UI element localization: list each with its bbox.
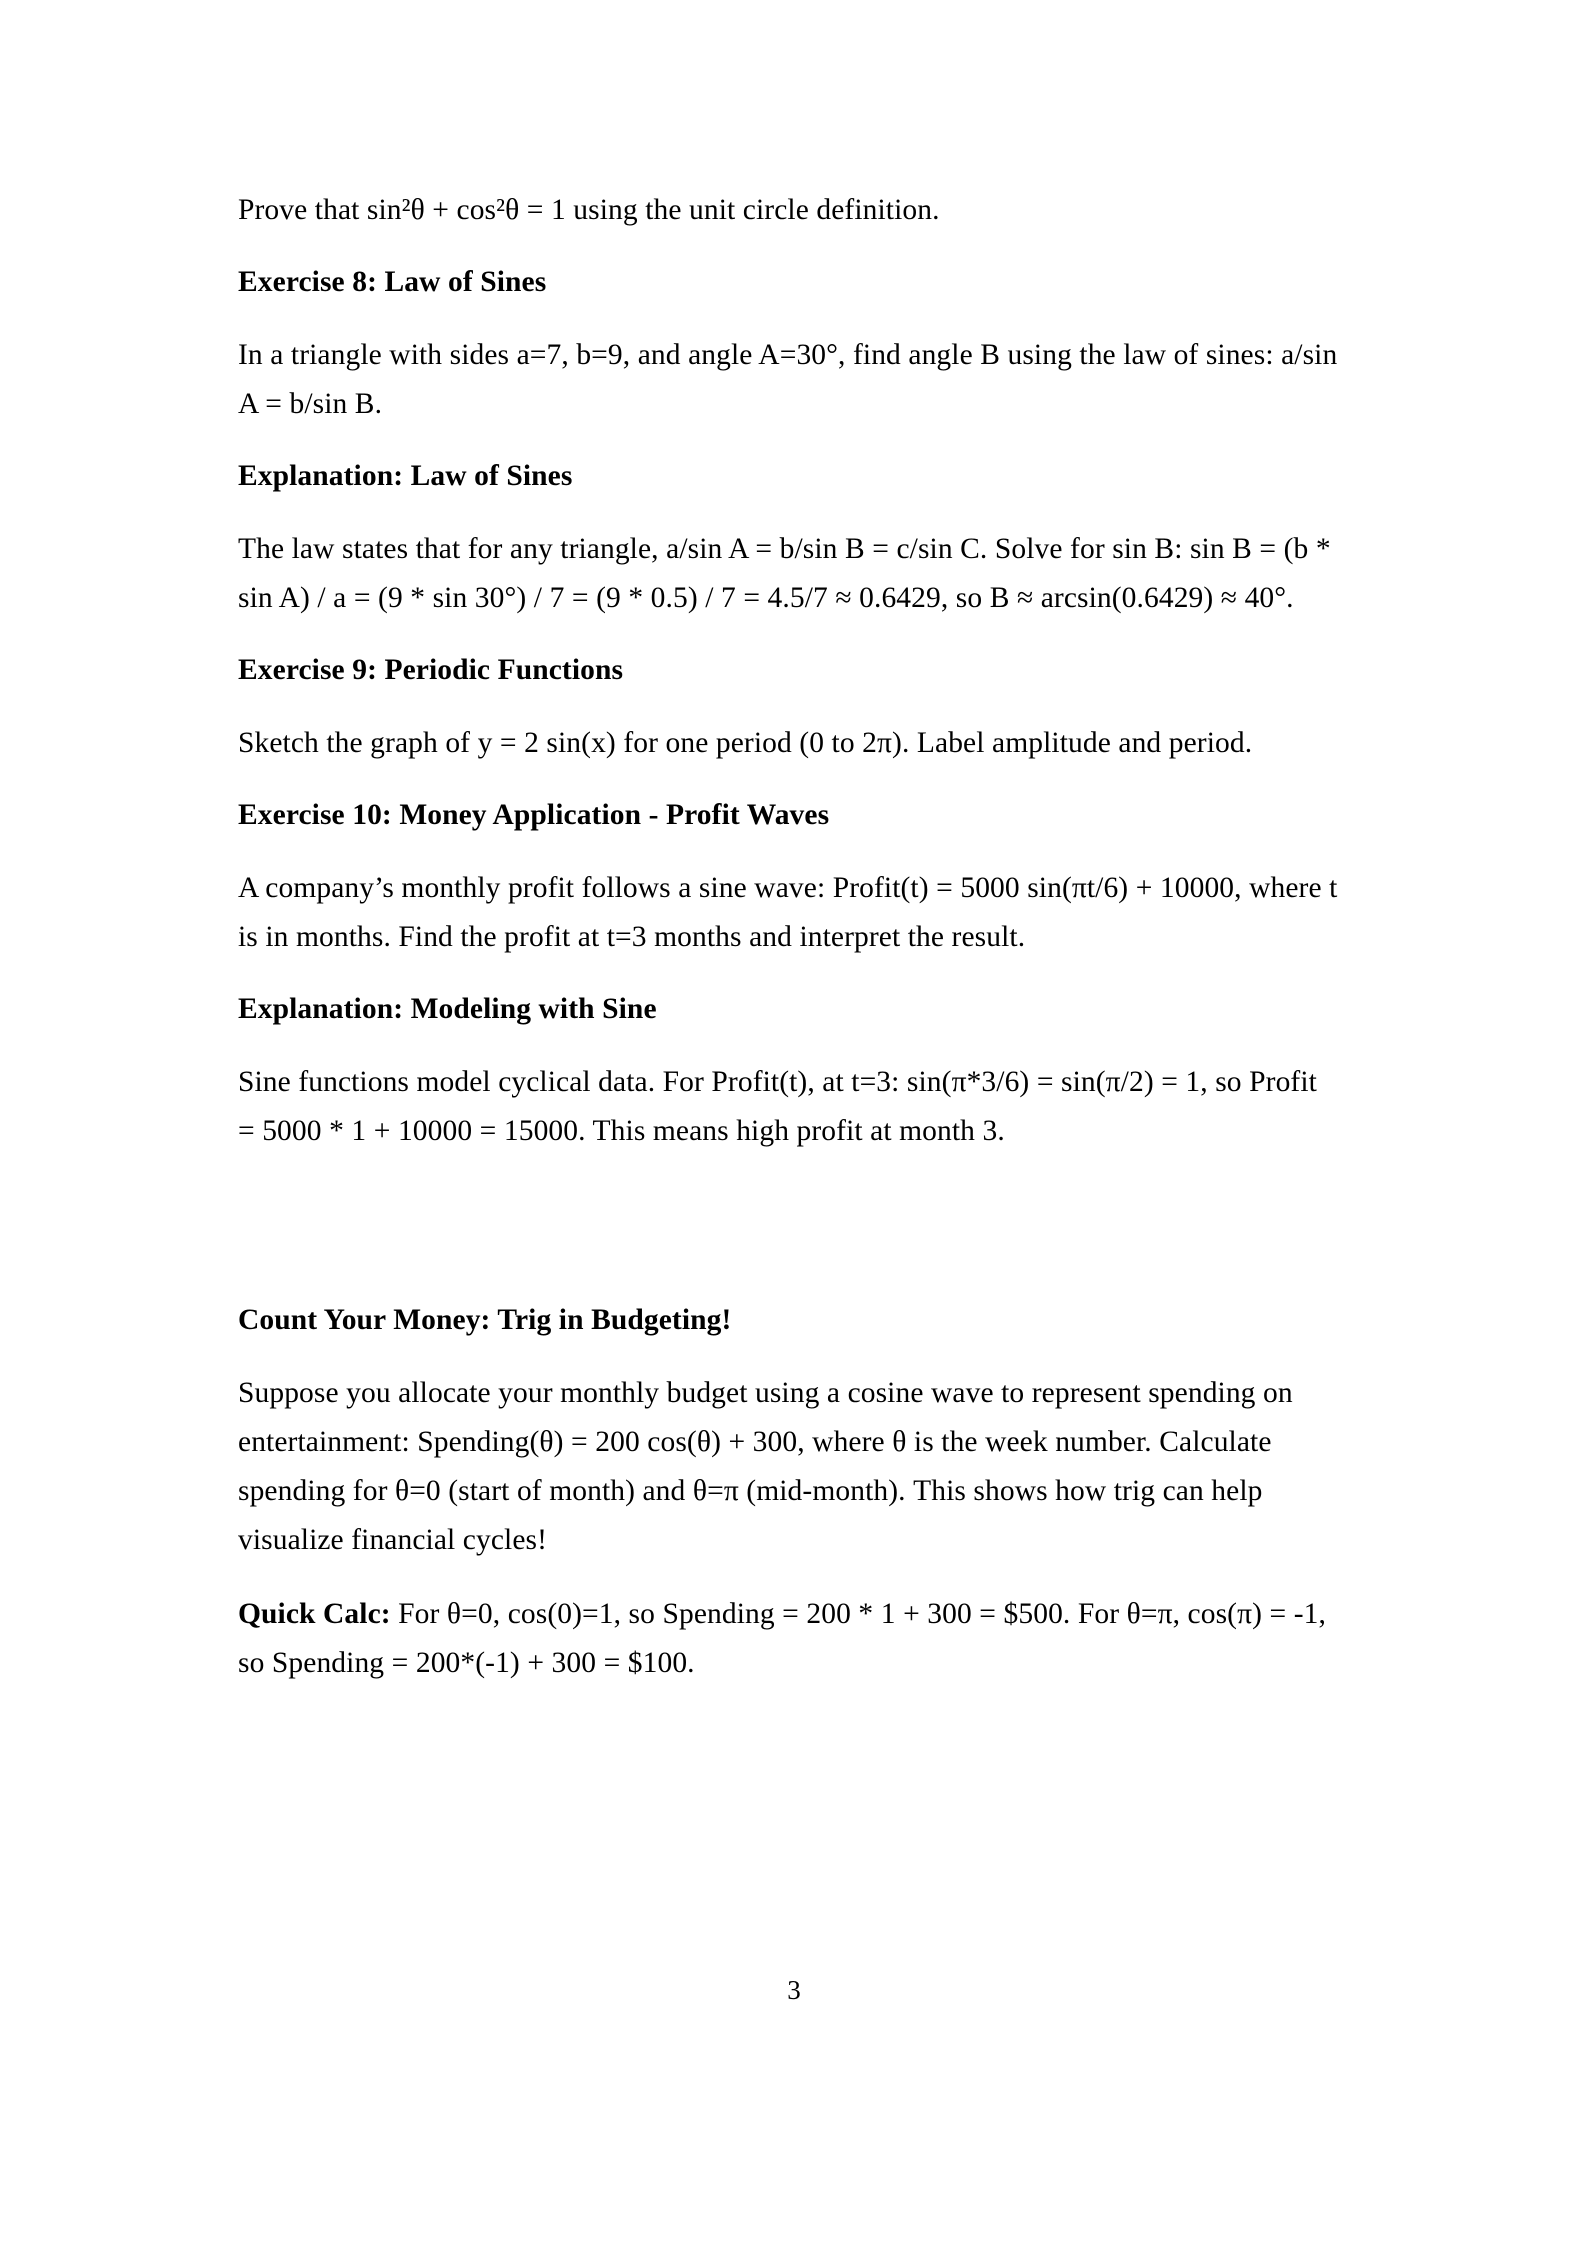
- paragraph-explanation-modeling-body: Sine functions model cyclical data. For Profit(t), at t=3: sin(π*3/6) = sin(π/2) = 1, so Profit = 5000 * 1 + 10000 = 15000. This means high profit at month 3.: [238, 1066, 1317, 1147]
- paragraph-exercise-8-body: In a triangle with sides a=7, b=9, and angle A=30°, find angle B using the law of sines: a/sin A = b/sin B.: [238, 339, 1338, 420]
- heading-count-your-money: Count Your Money: Trig in Budgeting!: [238, 1304, 732, 1336]
- paragraph-exercise-10-body: A company’s monthly profit follows a sine wave: Profit(t) = 5000 sin(πt/6) + 10000, where t is in months. Find the profit at t=3 months and interpret the result.: [238, 872, 1338, 953]
- heading-explanation-law-of-sines: Explanation: Law of Sines: [238, 460, 573, 492]
- page-number: 3: [787, 1975, 801, 2005]
- section-spacer: [238, 1180, 1338, 1298]
- paragraph-exercise-9-body: Sketch the graph of y = 2 sin(x) for one period (0 to 2π). Label amplitude and period.: [238, 727, 1253, 759]
- quick-calc-lead: Quick Calc:: [238, 1598, 391, 1630]
- paragraph-prove-identity: Prove that sin²θ + cos²θ = 1 using the unit circle definition.: [238, 194, 940, 226]
- heading-exercise-10: Exercise 10: Money Application - Profit Waves: [238, 799, 830, 831]
- heading-exercise-8: Exercise 8: Law of Sines: [238, 266, 547, 298]
- quick-calc-text: For θ=0, cos(0)=1, so Spending = 200 * 1 + 300 = $500. For θ=π, cos(π) = -1, so Spending = 200*(-1) + 300 = $100.: [238, 1598, 1326, 1679]
- heading-exercise-9: Exercise 9: Periodic Functions: [238, 654, 624, 686]
- paragraph-quick-calc: [238, 1590, 1338, 1688]
- heading-explanation-modeling: Explanation: Modeling with Sine: [238, 993, 657, 1025]
- paragraph-budget-body: Suppose you allocate your monthly budget using a cosine wave to represent spending on entertainment: Spending(θ) = 200 cos(θ) + 300, where θ is the week number. Calculate spending for θ=0 (start of month) and θ=π (mid-month). This shows how trig can help visualize financial cycles!: [238, 1377, 1293, 1556]
- document-body: [238, 186, 1338, 1713]
- paragraph-explanation-law-of-sines-body: The law states that for any triangle, a/sin A = b/sin B = c/sin C. Solve for sin B: sin B = (b * sin A) / a = (9 * sin 30°) / 7 = (9 * 0.5) / 7 = 4.5/7 ≈ 0.6429, so B ≈ arcsin(0.6429) ≈ 40°.: [238, 533, 1331, 614]
